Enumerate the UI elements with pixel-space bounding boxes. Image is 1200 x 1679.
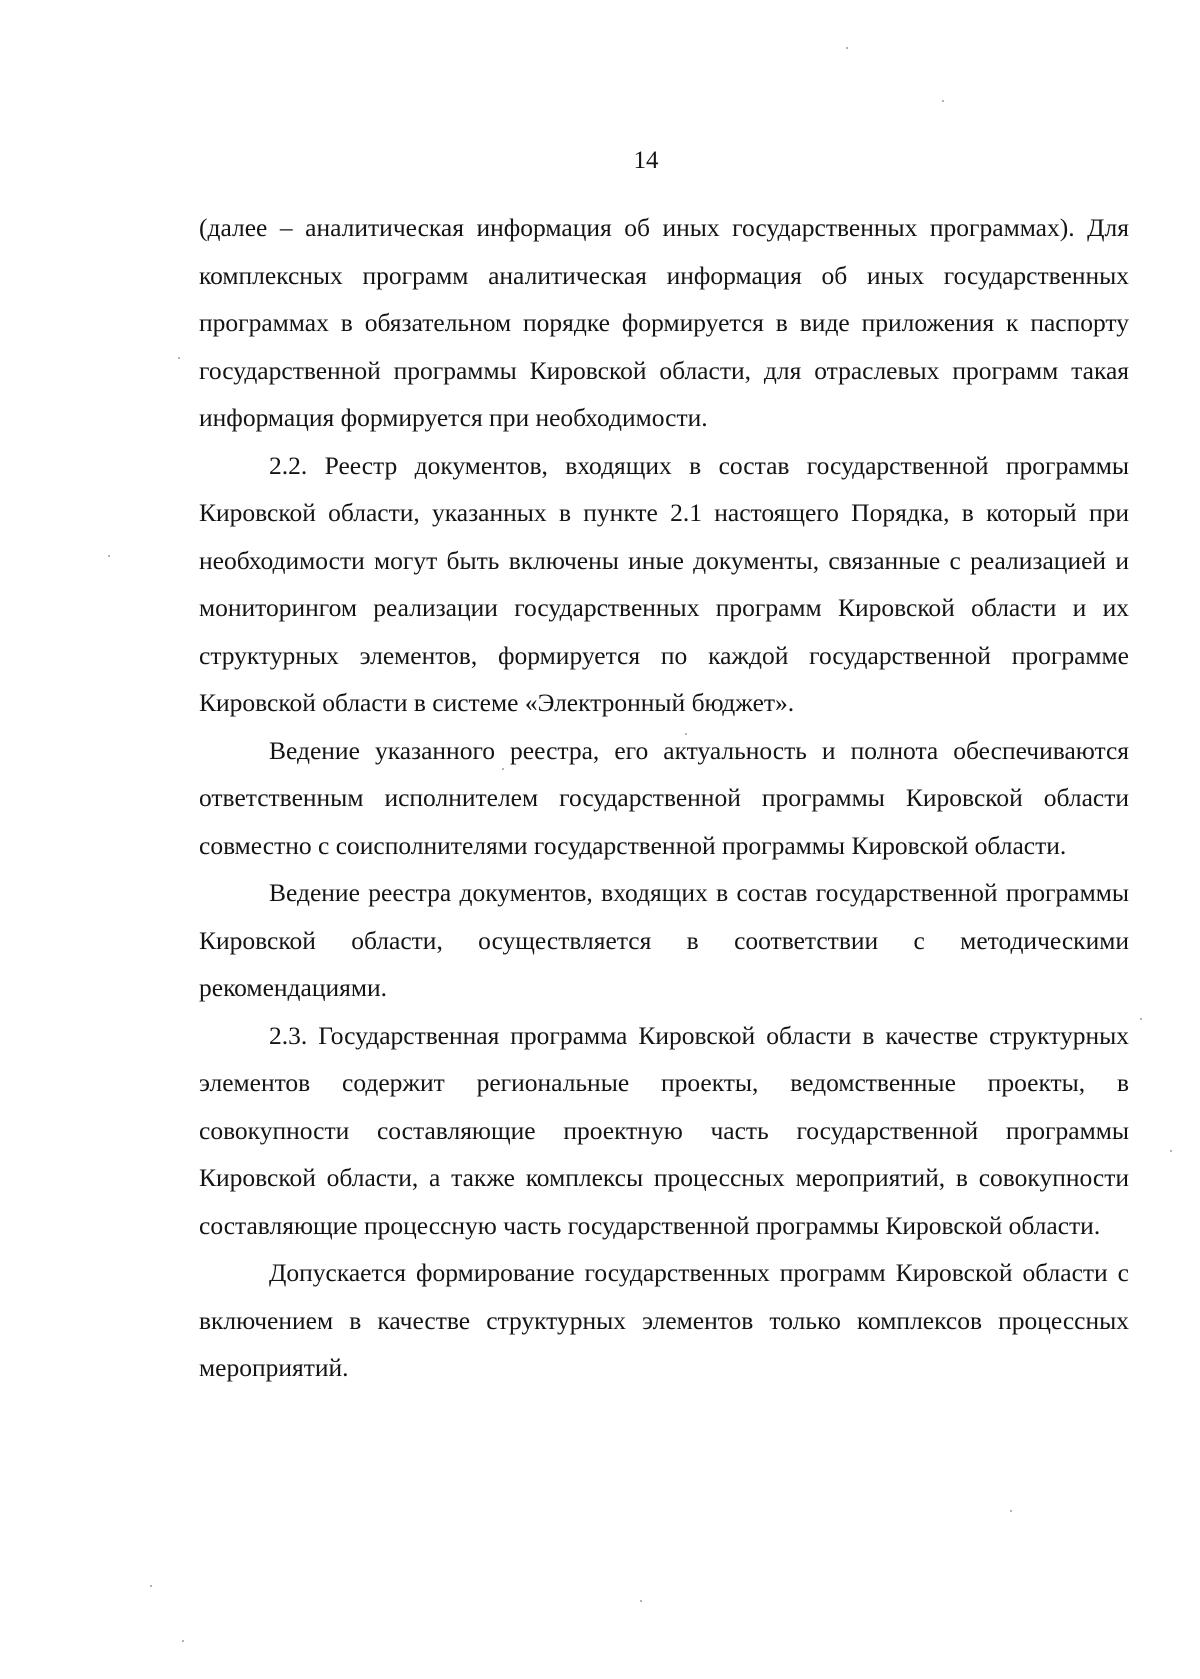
scan-speck — [846, 47, 848, 49]
paragraph-section-2-3: 2.3. Государственная программа Кировской области в качестве структурных элементов содержит региональные проекты, ведомственные проекты, в совокупности составляющие проектную часть государственной программы Кировской области, а также комплексы процессных мероприятий, в совокупности составляющие процессную часть государственной программы Кировской области. — [199, 1020, 1129, 1240]
scan-speck — [942, 100, 944, 102]
scan-speck — [108, 555, 110, 557]
paragraph-registry-maintenance: Ведение указанного реестра, его актуальность и полнота обеспечиваются ответственным исполнителем государственной программы Кировской области совместно с соисполнителями государственной программы Кировской области. — [199, 735, 1129, 860]
scan-speck — [685, 733, 687, 735]
scan-speck — [1140, 1018, 1142, 1020]
scan-speck — [182, 1640, 184, 1642]
scan-speck — [1010, 1510, 1012, 1512]
paragraph-process-measures: Допускается формирование государственных программ Кировской области с включением в качестве структурных элементов только комплексов процессных мероприятий. — [199, 1258, 1129, 1382]
scan-speck — [178, 357, 180, 359]
scan-speck — [150, 1585, 152, 1587]
paragraph-registry-guidelines: Ведение реестра документов, входящих в состав государственной программы Кировской области, осуществляется в соответствии с методическими рекомендациями. — [199, 878, 1129, 1002]
scan-speck — [640, 1600, 642, 1602]
document-body — [199, 204, 1129, 1392]
scan-speck — [502, 768, 504, 770]
paragraph-section-2-2: 2.2. Реестр документов, входящих в состав государственной программы Кировской области, указанных в пункте 2.1 настоящего Порядка, в который при необходимости могут быть включены иные документы, связанные с реализацией и мониторингом реализации государственных программ Кировской области и их структурных элементов, формируется по каждой государственной программе Кировской области в системе «Электронный бюджет». — [199, 450, 1129, 717]
page-number: 14 — [633, 147, 659, 174]
paragraph-continuation: (далее – аналитическая информация об иных государственных программах). Для комплексных программ аналитическая информация об иных государственных программах в обязательном порядке формируется в виде приложения к паспорту государственной программы Кировской области, для отраслевых программ такая информация формируется при необходимости. — [199, 213, 1129, 432]
scan-speck — [1170, 1150, 1172, 1152]
